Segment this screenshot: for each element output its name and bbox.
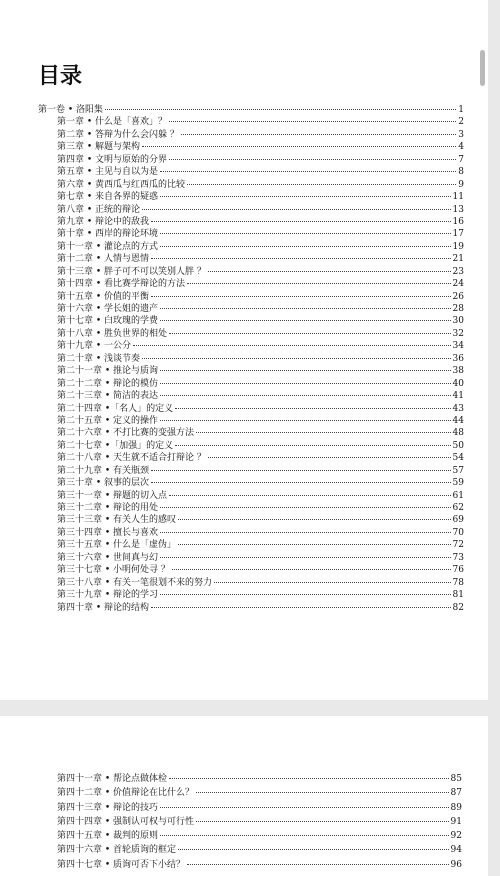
toc-list-continued [57, 772, 462, 872]
toc-entry-title: 第十四章 • 看比赛学辩论的方法 [57, 279, 186, 290]
dot-leader [151, 482, 451, 483]
dot-leader [208, 271, 451, 272]
toc-entry-title: 第九章 • 辩论中的敌我 [57, 216, 150, 227]
dot-leader [187, 283, 451, 284]
toc-entry-title: 第四十五章 • 裁判的原则 [57, 831, 159, 842]
toc-entry-title: 第五章 • 主见与自以为是 [57, 167, 159, 178]
toc-entry-page: 16 [452, 216, 464, 227]
dot-leader [160, 557, 451, 558]
toc-entry-page: 44 [452, 415, 464, 426]
toc-entry-page: 82 [452, 602, 464, 613]
toc-entry[interactable] [38, 564, 464, 576]
toc-entry[interactable] [38, 589, 464, 601]
dot-leader [178, 544, 451, 545]
dot-leader [151, 221, 451, 222]
dot-leader [160, 171, 456, 172]
toc-entry-title: 第二十章 • 浅谈节奏 [57, 353, 141, 364]
toc-entry[interactable] [38, 191, 464, 203]
toc-entry-page: 62 [452, 503, 464, 513]
toc-entry-title: 第三十四章 • 擅长与喜欢 [57, 527, 159, 538]
dot-leader [169, 778, 449, 779]
dot-leader [160, 395, 451, 396]
toc-entry[interactable] [38, 266, 464, 278]
dot-leader [214, 582, 451, 583]
dot-leader [178, 519, 451, 520]
toc-entry-title: 第四十章 • 辩论的结构 [57, 602, 150, 613]
toc-entry[interactable] [57, 786, 462, 800]
document-page-2 [0, 716, 488, 876]
toc-entry-page: 61 [452, 490, 464, 501]
toc-entry-title: 第二十五章 • 定义的操作 [57, 415, 159, 426]
toc-entry-page: 30 [452, 316, 464, 327]
toc-entry-title: 第十一章 • 灌论点的方式 [57, 241, 159, 252]
toc-entry-page: 73 [452, 552, 464, 563]
toc-entry-title: 第二十六章 • 不打比赛的变强方法 [57, 428, 195, 439]
toc-entry[interactable] [38, 278, 464, 290]
toc-heading: 目录 [38, 64, 83, 89]
toc-entry-title: 第三十三章 • 有关人生的感叹 [57, 515, 177, 526]
toc-entry-title: 第三十一章 • 辩题的切入点 [57, 490, 168, 501]
scrollbar-thumb[interactable] [480, 50, 485, 86]
toc-entry[interactable] [38, 490, 464, 502]
dot-leader [160, 246, 451, 247]
toc-entry[interactable] [38, 602, 464, 614]
toc-entry[interactable] [38, 502, 464, 514]
toc-entry-title: 第十五章 • 价值的平衡 [57, 291, 150, 302]
dot-leader [160, 320, 451, 321]
dot-leader [160, 370, 451, 371]
toc-entry[interactable] [38, 179, 464, 191]
toc-entry[interactable] [38, 104, 464, 116]
dot-leader [196, 821, 449, 822]
toc-entry-title: 第二十四章 •「名人」的定义 [57, 403, 174, 414]
toc-entry-title: 第一章 • 什么是「喜欢」？ [57, 117, 168, 128]
toc-entry[interactable] [38, 328, 464, 340]
toc-entry-title: 第三十五章 • 什么是「虚伪」 [57, 540, 177, 551]
toc-entry-page: 43 [452, 403, 464, 414]
toc-entry-page: 70 [452, 527, 464, 538]
toc-entry-title: 第二十一章 • 推论与质询 [57, 366, 159, 377]
toc-entry[interactable] [38, 403, 464, 415]
toc-entry-page: 54 [452, 453, 464, 464]
dot-leader [172, 569, 451, 570]
toc-entry-page: 57 [452, 465, 464, 476]
dot-leader [160, 420, 451, 421]
toc-entry-page: 26 [452, 291, 464, 302]
toc-entry[interactable] [38, 228, 464, 240]
toc-entry-title: 第十三章 • 胖子可不可以笑别人胖 ？ [57, 266, 206, 277]
toc-entry-page: 1 [458, 105, 464, 115]
toc-entry-page: 81 [452, 590, 464, 601]
toc-entry[interactable] [38, 353, 464, 365]
toc-entry-page: 28 [452, 304, 464, 314]
toc-entry-title: 第一卷 • 洛阳集 [38, 105, 104, 115]
toc-entry-title: 第二十九章 • 有关瓶颈 [57, 465, 150, 476]
toc-entry[interactable] [57, 843, 462, 857]
dot-leader [160, 308, 451, 309]
toc-entry-title: 第二十八章 • 天生就不适合打辩论 ？ [57, 453, 206, 464]
toc-entry-page: 7 [458, 154, 464, 165]
toc-entry-page: 41 [452, 391, 464, 402]
toc-entry[interactable] [38, 365, 464, 377]
dot-leader [142, 146, 456, 147]
toc-entry-page: 96 [450, 859, 462, 870]
toc-entry[interactable] [38, 216, 464, 228]
toc-entry-page: 59 [452, 478, 464, 489]
toc-entry[interactable] [57, 772, 462, 786]
toc-entry[interactable] [38, 465, 464, 477]
toc-entry-title: 第六章 • 黄西瓜与红西瓜的比较 [57, 179, 186, 190]
toc-entry[interactable] [38, 415, 464, 427]
toc-entry-page: 8 [458, 167, 464, 178]
toc-entry[interactable] [57, 801, 462, 815]
toc-entry-page: 69 [452, 515, 464, 526]
toc-entry-page: 72 [452, 540, 464, 551]
toc-entry-title: 第二十七章 •「加强」的定义 [57, 440, 174, 451]
toc-entry-page: 24 [452, 279, 464, 290]
toc-entry[interactable] [38, 303, 464, 315]
dot-leader [160, 233, 451, 234]
toc-entry[interactable] [57, 829, 462, 843]
toc-entry-page: 17 [452, 229, 464, 240]
dot-leader [142, 209, 451, 210]
dot-leader [151, 296, 451, 297]
toc-entry-page: 2 [458, 117, 464, 128]
toc-entry[interactable] [38, 527, 464, 539]
toc-entry-page: 9 [458, 179, 464, 190]
toc-entry-page: 4 [458, 142, 464, 153]
toc-entry-title: 第二十二章 • 辩论的模仿 [57, 378, 159, 389]
toc-entry[interactable] [38, 514, 464, 526]
toc-entry-page: 34 [452, 341, 464, 352]
dot-leader [160, 807, 449, 808]
toc-entry-page: 32 [452, 328, 464, 339]
toc-entry[interactable] [38, 204, 464, 216]
toc-entry[interactable] [38, 315, 464, 327]
toc-entry-page: 21 [452, 254, 464, 265]
toc-entry[interactable] [38, 552, 464, 564]
toc-entry[interactable] [38, 241, 464, 253]
toc-list [38, 104, 464, 614]
dot-leader [160, 594, 451, 595]
toc-entry-title: 第十八章 • 胜负世界的相处 [57, 328, 168, 339]
dot-leader [160, 835, 449, 836]
dot-leader [169, 159, 456, 160]
dot-leader [178, 849, 449, 850]
dot-leader [151, 607, 451, 608]
dot-leader [160, 532, 451, 533]
dot-leader [151, 258, 451, 259]
toc-entry-title: 第四十六章 • 首轮质询的框定 [57, 845, 177, 856]
toc-entry-title: 第三十章 • 叙事的层次 [57, 478, 150, 489]
dot-leader [142, 358, 451, 359]
dot-leader [160, 196, 451, 197]
toc-entry[interactable] [38, 577, 464, 589]
toc-entry-title: 第十章 • 西岸的辩论环境 [57, 229, 159, 240]
toc-entry-title: 第四十一章 • 帮论点做体检 [57, 774, 168, 784]
dot-leader [196, 432, 451, 433]
dot-leader [169, 333, 451, 334]
toc-entry-page: 38 [452, 366, 464, 377]
toc-entry-page: 87 [450, 788, 462, 799]
toc-entry-title: 第十九章 • 一公分 [57, 341, 132, 352]
toc-entry-title: 第十七章 • 白玫瑰的学费 [57, 316, 159, 327]
toc-entry-page: 89 [450, 802, 462, 813]
toc-entry-title: 第八章 • 正统的辩论 [57, 204, 141, 215]
toc-entry-title: 第四十七章 • 质询可否下小结？ [57, 859, 186, 870]
toc-entry-page: 40 [452, 378, 464, 389]
toc-entry-title: 第四十四章 • 强制认可权与可行性 [57, 816, 195, 827]
toc-entry[interactable] [38, 253, 464, 265]
toc-entry-page: 23 [452, 266, 464, 277]
toc-entry-title: 第十六章 • 学长姐的遗产 [57, 304, 159, 314]
dot-leader [160, 507, 451, 508]
dot-leader [175, 408, 450, 409]
toc-entry[interactable] [57, 815, 462, 829]
toc-entry-page: 76 [452, 565, 464, 576]
toc-entry[interactable] [38, 154, 464, 166]
toc-entry[interactable] [38, 440, 464, 452]
toc-entry-title: 第七章 • 来自各界的疑惑 [57, 192, 159, 203]
dot-leader [105, 109, 456, 110]
toc-entry-page: 85 [450, 774, 462, 784]
toc-entry-title: 第四十三章 • 辩论的技巧 [57, 802, 159, 813]
toc-entry-title: 第三十二章 • 辩论的用处 [57, 503, 159, 513]
toc-entry[interactable] [38, 452, 464, 464]
toc-entry[interactable] [38, 141, 464, 153]
toc-entry[interactable] [38, 427, 464, 439]
dot-leader [151, 470, 451, 471]
dot-leader [169, 121, 456, 122]
toc-entry-title: 第四十二章 • 价值辩论在比什么？ [57, 788, 195, 799]
toc-entry-page: 11 [452, 192, 464, 203]
dot-leader [196, 792, 449, 793]
toc-entry[interactable] [38, 340, 464, 352]
toc-entry-title: 第二十三章 • 简洁的表达 [57, 391, 159, 402]
toc-entry[interactable] [38, 477, 464, 489]
toc-entry-page: 78 [452, 577, 464, 588]
dot-leader [169, 495, 451, 496]
toc-entry-title: 第三十七章 • 小明何处寻 ？ [57, 565, 170, 576]
toc-entry-page: 94 [450, 845, 462, 856]
toc-entry-title: 第三十九章 • 辩论的学习 [57, 590, 159, 601]
toc-entry-title: 第三十六章 • 世间真与幻 [57, 552, 159, 563]
toc-entry-title: 第十二章 • 人情与恩情 [57, 254, 150, 265]
toc-entry-title: 第二章 • 答辩为什么会闪躲 ？ [57, 129, 179, 140]
toc-entry[interactable] [38, 539, 464, 551]
toc-entry-title: 第三十八章 • 有关一笔很划不来的努力 [57, 577, 213, 588]
toc-entry-page: 92 [450, 831, 462, 842]
toc-entry-page: 13 [452, 204, 464, 215]
toc-entry[interactable] [38, 129, 464, 141]
dot-leader [187, 184, 456, 185]
toc-entry[interactable] [38, 291, 464, 303]
toc-entry-page: 91 [450, 816, 462, 827]
dot-leader [208, 457, 451, 458]
toc-entry-page: 48 [452, 428, 464, 439]
toc-entry[interactable] [38, 390, 464, 402]
toc-entry[interactable] [38, 166, 464, 178]
toc-entry[interactable] [38, 378, 464, 390]
dot-leader [160, 383, 451, 384]
dot-leader [175, 445, 450, 446]
toc-entry[interactable] [38, 116, 464, 128]
dot-leader [133, 345, 451, 346]
dot-leader [181, 134, 456, 135]
toc-entry-title: 第三章 • 解题与架构 [57, 142, 141, 153]
toc-entry-page: 3 [458, 129, 464, 140]
toc-entry-page: 36 [452, 353, 464, 364]
toc-entry-page: 19 [452, 241, 464, 252]
toc-entry-title: 第四章 • 文明与原始的分界 [57, 154, 168, 165]
toc-entry-page: 50 [452, 440, 464, 451]
